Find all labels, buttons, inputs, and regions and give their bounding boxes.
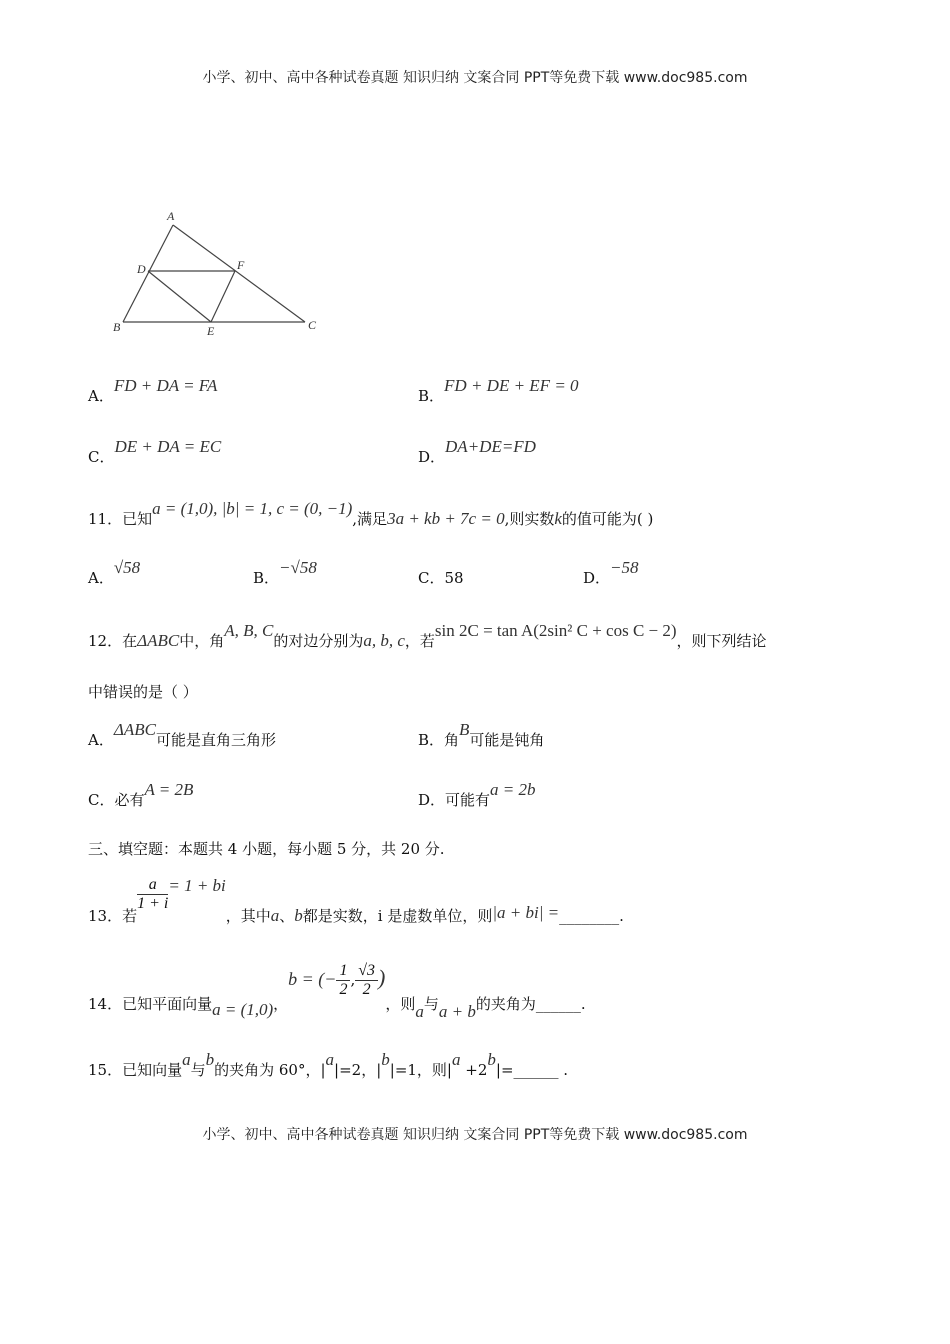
question-15: 15．已知向量a与b的夹角为 60°，|a|=2，|b|=1，则|a +2b|=______ . [88,1050,569,1079]
question-11: 11．已知a = (1,0), |b| = 1, c = (0, −1),满足3a + kb + 7c = 0,则实数k的值可能为( ) [88,499,654,528]
page-header: 小学、初中、高中各种试卷真题 知识归纳 文案合同 PPT等免费下载 www.doc985.com [202,70,748,86]
question-13: 13．若 $\frac{a}{1 + i}$ = 1 + bi，其中a、b都是实数，i 是虚数单位，则|a + bi| =________. [88,875,624,925]
q12-option-d: D．可能有a = 2b [418,780,536,809]
svg-text:D: D [137,262,146,276]
svg-text:B: B [113,320,121,334]
q10-option-a: A．FD + DA = FA [88,376,218,405]
q12-option-b: B．角B可能是钝角 [418,720,545,749]
q10-option-c: C．DE + DA = EC [88,437,222,466]
question-12: 12．在ΔABC中，角A, B, C的对边分别为a, b, c，若sin 2C = tan A(2sin² C + cos C − 2)，则下列结论 [88,621,767,650]
q11-option-b: B．−√58 [253,558,317,587]
question-12-line2: 中错误的是（ ） [88,683,198,701]
svg-text:F: F [237,258,245,272]
question-14: 14．已知平面向量a = (1,0)，b = (− $\frac{1}{2}$ , $\frac{√3}{2}$ )，则a与a + b的夹角为______. [88,962,586,1021]
svg-text:A: A [167,209,175,223]
q11-option-a: A．√58 [88,558,141,587]
q10-option-b: B．FD + DE + EF = 0 [418,376,579,405]
q12-option-a: A．ΔABC可能是直角三角形 [88,720,276,749]
section-3-title: 三、填空题：本题共 4 小题，每小题 5 分，共 20 分. [88,840,445,858]
svg-text:E: E [207,324,215,338]
page-footer: 小学、初中、高中各种试卷真题 知识归纳 文案合同 PPT等免费下载 www.doc985.com [202,1127,748,1143]
q12-option-c: C．必有A = 2B [88,780,194,809]
svg-text:C: C [308,318,317,332]
q10-option-d: D．DA+DE=FD [418,437,536,466]
q11-option-d: D．−58 [583,558,639,587]
q11-option-c: C．58 [418,569,464,587]
triangle-figure [105,205,335,340]
